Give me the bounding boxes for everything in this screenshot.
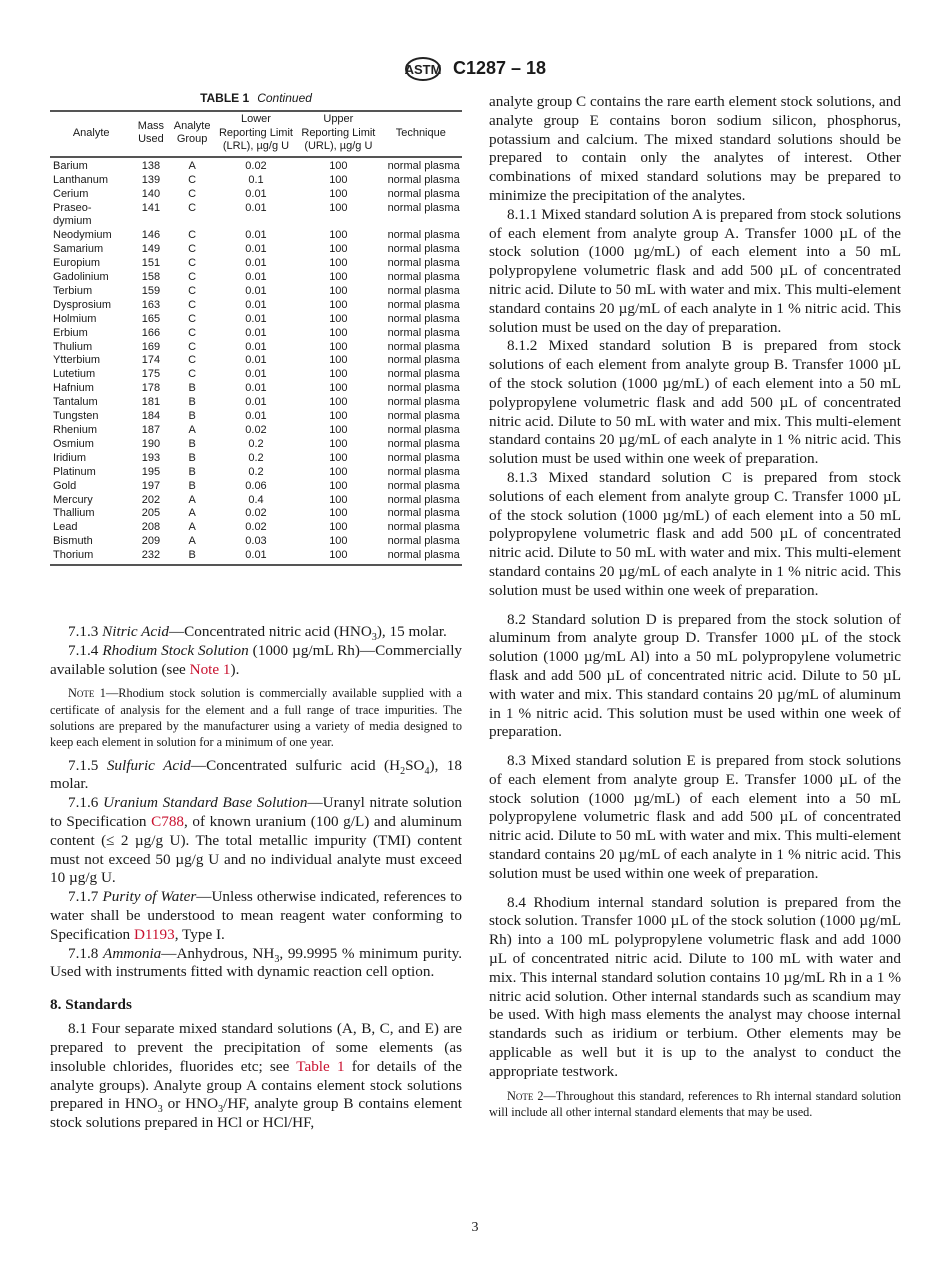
table-cell: 100 xyxy=(329,187,348,200)
table-cell: B xyxy=(188,479,196,492)
right-body-text xyxy=(489,93,901,1120)
table-cell: Gadolinium xyxy=(53,271,109,284)
table-cell: 100 xyxy=(329,451,348,464)
table-cell: 0.01 xyxy=(245,229,267,242)
text-run: 7.1.7 xyxy=(68,888,103,906)
table-cell: Lead xyxy=(53,521,78,534)
table-cell: normal plasma xyxy=(387,159,460,172)
text-run: —Unless otherwise indicated, references to water shall be understood to mean reagent water conforming to Specification xyxy=(50,888,463,943)
reference-link[interactable]: C788 xyxy=(151,813,185,831)
reference-link[interactable]: D1193 xyxy=(133,925,175,943)
section-heading xyxy=(50,996,462,1014)
subscript: 3 xyxy=(371,632,377,644)
table-cell: 100 xyxy=(329,354,348,367)
table-cell: Iridium xyxy=(53,451,87,464)
table-cell: 100 xyxy=(329,396,348,409)
table-cell: A xyxy=(188,159,196,172)
table-cell: Lutetium xyxy=(53,368,96,381)
table-cell: 0.01 xyxy=(245,271,267,284)
column-header: Mass Used xyxy=(132,111,169,157)
table-cell: normal plasma xyxy=(387,243,460,256)
table-cell: 141 xyxy=(141,201,161,214)
table-cell: 100 xyxy=(329,465,348,478)
text-run: —Uranyl nitrate solution to Specification xyxy=(50,794,462,831)
text-run: 8. Standards xyxy=(50,996,132,1014)
table-cell: 0.01 xyxy=(245,340,267,353)
table-cell: 0.4 xyxy=(248,493,264,506)
table-cell: 0.1 xyxy=(248,173,264,186)
italic-term: Sulfuric Acid xyxy=(106,756,191,774)
table-cell: normal plasma xyxy=(387,535,460,548)
note-label: Note xyxy=(68,686,95,701)
table-cell: 0.01 xyxy=(245,284,267,297)
table-cell: C xyxy=(188,271,197,284)
table-cell: 0.01 xyxy=(245,354,267,367)
table-row xyxy=(50,382,462,396)
text-run: /HF, analyte group B contains element stock solutions prepared in HCl or HCl/HF, xyxy=(50,1095,463,1132)
table-cell: 100 xyxy=(329,535,348,548)
table-cell: normal plasma xyxy=(387,326,460,339)
table-cell: 149 xyxy=(141,243,161,256)
table-cell: Dysprosium xyxy=(53,298,112,311)
paragraph xyxy=(489,337,901,469)
table-cell: 0.01 xyxy=(245,410,267,423)
table-cell: 100 xyxy=(297,549,379,565)
table-cell: normal plasma xyxy=(387,229,460,242)
table-cell: A xyxy=(188,424,196,436)
table-row xyxy=(50,285,462,299)
subscript: 3 xyxy=(157,1104,163,1116)
paragraph xyxy=(489,93,901,206)
table-cell: C xyxy=(188,243,197,256)
table-cell: 0.02 xyxy=(245,521,267,534)
table-title: TABLE 1 xyxy=(200,91,250,105)
text-run: 8.1.2 Mixed standard solution B is prepared from stock solutions of each element from analyte group B. Transfer 1000 µL of the stock solution (1000 µg/mL) of each element into a 50 mL polypropylene volumetric flask and add 500 µL of concentrated nitric acid. Dilute to 50 mL with water and mix. This multi-element standard contains 20 µg/mL of each analyte in 1 % nitric acid. This solution must be used within one week of preparation. xyxy=(489,337,901,468)
left-column xyxy=(50,91,462,1133)
table-cell: A xyxy=(188,535,196,548)
table-cell: B xyxy=(188,396,196,409)
table-row xyxy=(50,157,462,174)
table-cell: A xyxy=(188,493,196,506)
table-cell: Thorium xyxy=(50,549,132,565)
table-cell: Mercury xyxy=(53,493,93,506)
table-cell: Tantalum xyxy=(53,396,98,409)
left-body-text xyxy=(50,623,462,1133)
text-run: 7.1.4 xyxy=(68,641,103,659)
note-paragraph xyxy=(489,1088,901,1121)
table-cell: B xyxy=(188,465,196,478)
text-run: analyte group C contains the rare earth element stock solutions, and analyte group E contains boron sodium silicon, phosphorus, potassium and calcium. The mixed standard solutions should be prepared to contain only the analytes of interest. Other combinations of mixed standard solutions may be prepared to minimize the precipitation of the analytes. xyxy=(489,93,901,204)
table-cell: 100 xyxy=(329,410,348,423)
table-row xyxy=(50,452,462,466)
table-cell: B xyxy=(188,451,196,464)
designation: C1287 – 18 xyxy=(452,57,547,78)
table-cell: Holmium xyxy=(53,312,97,325)
table-cell: C xyxy=(188,368,197,381)
table-cell: normal plasma xyxy=(387,493,460,506)
column-header: Analyte Group xyxy=(169,111,214,157)
table-cell: 174 xyxy=(141,354,161,367)
text-run: or HNO xyxy=(162,1095,219,1113)
table-cell: normal plasma xyxy=(387,451,460,464)
table-header-row xyxy=(50,111,462,157)
table-cell: 159 xyxy=(141,284,161,297)
table-row xyxy=(50,243,462,257)
paragraph xyxy=(50,757,462,795)
paragraph xyxy=(489,894,901,1082)
table-cell: C xyxy=(188,187,197,200)
table-cell: 100 xyxy=(329,521,348,534)
table-cell: 100 xyxy=(329,493,348,506)
table-cell: 100 xyxy=(329,326,348,339)
table-cell: Hafnium xyxy=(53,382,94,395)
table-cell: 232 xyxy=(132,549,169,565)
table-cell: 139 xyxy=(141,173,161,186)
table-cell: 100 xyxy=(329,298,348,311)
table-cell: 178 xyxy=(141,382,161,395)
table-cell: normal plasma xyxy=(387,312,460,325)
table-row xyxy=(50,494,462,508)
italic-term: Purity of Water xyxy=(102,888,197,906)
table-cell: 138 xyxy=(141,159,161,172)
table-cell: normal plasma xyxy=(387,368,460,381)
table-cell: 0.01 xyxy=(245,187,267,200)
table-row xyxy=(50,341,462,355)
table-cell: normal plasma xyxy=(387,465,460,478)
paragraph xyxy=(489,469,901,601)
paragraph xyxy=(50,794,462,888)
table-cell: C xyxy=(188,257,197,270)
table-cell: normal plasma xyxy=(387,187,460,200)
subscript: 4 xyxy=(424,765,430,777)
table-cell: C xyxy=(188,354,197,367)
table-cell: Bismuth xyxy=(53,535,93,548)
table-row xyxy=(50,271,462,285)
table-cell: Tungsten xyxy=(53,410,99,423)
table-cell: 0.06 xyxy=(245,479,267,492)
table-cell: Thulium xyxy=(53,340,93,353)
table-cell: 169 xyxy=(141,340,161,353)
table-cell: 0.01 xyxy=(245,368,267,381)
table-cell: normal plasma xyxy=(387,382,460,395)
table-cell: B xyxy=(169,549,214,565)
table-cell: Osmium xyxy=(53,437,94,450)
note-paragraph xyxy=(50,685,462,750)
table-cell: 100 xyxy=(329,229,348,242)
table-row xyxy=(50,368,462,382)
text-run: 8.1.1 Mixed standard solution A is prepared from stock solutions of each element from analyte group A. Transfer 1000 µL of the stock solution (1000 µg/mL) of each element into a 50 mL polypropylene volumetric flask and add 500 µL of concentrated nitric acid. Dilute to 50 mL with water and mix. This multi-element standard contains 20 µg/mL of each analyte in 1 % nitric acid. This solution must be used on the day of preparation. xyxy=(489,205,901,336)
paragraph xyxy=(489,206,901,338)
table-cell: C xyxy=(188,312,197,325)
table-row xyxy=(50,549,462,565)
table-cell: Barium xyxy=(53,159,88,172)
text-run: 8.3 Mixed standard solution E is prepared from stock solutions of each element from analyte group E. Transfer 1000 µL of the stock solution (1000 µg/mL) of each element into a 50 mL polypropylene volumetric flask and add 500 µL of concentrated nitric acid. Dilute to 50 mL with water and mix. This multi-element standard contains 20 µg/mL of each analyte in 1 % nitric acid. This solution must be used within one week of preparation. xyxy=(489,752,901,882)
table-cell: 100 xyxy=(329,159,348,172)
italic-term: Nitric Acid xyxy=(102,623,169,641)
paragraph xyxy=(489,611,901,743)
table-cell: 146 xyxy=(141,229,161,242)
table-cell: 190 xyxy=(141,437,161,450)
text-run: SO xyxy=(405,756,425,774)
table-cell: A xyxy=(188,507,196,520)
table-cell: 166 xyxy=(141,326,161,339)
table-cell: Erbium xyxy=(53,326,88,339)
column-header: Technique xyxy=(380,111,462,157)
text-run: ). xyxy=(230,660,240,678)
table-cell: B xyxy=(188,410,196,423)
table-cell: normal plasma xyxy=(387,437,460,450)
table-cell: normal plasma xyxy=(387,173,460,186)
table-row xyxy=(50,354,462,368)
table-cell: 0.01 xyxy=(245,396,267,409)
table-cell: 165 xyxy=(141,312,161,325)
table-cell: 0.02 xyxy=(245,507,267,520)
table-row xyxy=(50,410,462,424)
table-cell: 0.01 xyxy=(245,312,267,325)
paragraph xyxy=(50,623,462,642)
column-header: Upper Reporting Limit (URL), µg/g U xyxy=(297,111,379,157)
page-number: 3 xyxy=(471,1220,479,1235)
column-header: Analyte xyxy=(50,111,132,157)
table-row xyxy=(50,188,462,202)
table-row xyxy=(50,507,462,521)
table-cell: normal plasma xyxy=(387,396,460,409)
table-cell: normal plasma xyxy=(387,340,460,353)
text-run: , 99.9995 % minimum purity. Used with instruments fitted with dynamic reaction cell option. xyxy=(50,944,462,981)
paragraph xyxy=(50,642,462,680)
table-cell: normal plasma xyxy=(387,424,460,436)
text-run: 7.1.5 xyxy=(68,756,107,774)
table-subtitle: Continued xyxy=(257,91,312,105)
table-cell: 0.01 xyxy=(245,257,267,270)
table-row xyxy=(50,313,462,327)
table-cell: 140 xyxy=(141,187,161,200)
table-cell: normal plasma xyxy=(387,354,460,367)
table-cell: 181 xyxy=(141,396,161,409)
table-row xyxy=(50,396,462,410)
table-cell: normal plasma xyxy=(387,507,460,520)
table-cell: 0.02 xyxy=(245,159,267,172)
table-row xyxy=(50,535,462,549)
table-cell: 0.01 xyxy=(245,298,267,311)
table-row xyxy=(50,327,462,341)
table-cell: 0.01 xyxy=(245,326,267,339)
table-cell: C xyxy=(188,229,197,242)
table-cell: normal plasma xyxy=(387,271,460,284)
table-row xyxy=(50,438,462,452)
table-cell: Praseo- dymium xyxy=(53,201,92,228)
table-cell: 175 xyxy=(141,368,161,381)
table-cell: 100 xyxy=(329,257,348,270)
table-cell: 0.2 xyxy=(248,451,264,464)
italic-term: Uranium Standard Base Solution xyxy=(103,794,308,812)
table-cell: 187 xyxy=(141,424,161,436)
table-cell: 100 xyxy=(329,437,348,450)
table-cell: Europium xyxy=(53,257,101,270)
table-cell: C xyxy=(188,326,197,339)
table-cell: 163 xyxy=(141,298,161,311)
italic-term: Rhodium Stock Solution xyxy=(102,641,249,659)
table-cell: normal plasma xyxy=(387,410,460,423)
table-cell: 151 xyxy=(141,257,161,270)
table-cell: 195 xyxy=(141,465,161,478)
table-row xyxy=(50,257,462,271)
table-cell: 100 xyxy=(329,424,348,436)
table-cell: normal plasma xyxy=(387,298,460,311)
table-cell: 197 xyxy=(141,479,161,492)
subscript: 2 xyxy=(400,765,406,777)
page-header xyxy=(0,56,950,82)
text-run: 7.1.3 xyxy=(68,623,103,641)
table-row xyxy=(50,174,462,188)
analyte-table xyxy=(50,110,462,566)
svg-text:ASTM: ASTM xyxy=(404,62,442,77)
text-run: , Type I. xyxy=(174,925,225,943)
text-run: , of known uranium (100 g/L) and aluminum content (≤ 2 µg/g U). The total metallic impurity (TMI) content must not exceed 50 µg/g U and no individual analyte must exceed 10 µg/g U. xyxy=(50,813,462,887)
text-run: 7.1.6 xyxy=(68,794,104,812)
table-cell: 100 xyxy=(329,201,348,214)
table-cell: 209 xyxy=(141,535,161,548)
text-run: ), 18 molar. xyxy=(50,756,462,793)
table-cell: 0.01 xyxy=(245,201,267,214)
right-column xyxy=(489,93,901,1126)
table-cell: 158 xyxy=(141,271,161,284)
table-row xyxy=(50,521,462,535)
text-run: ), 15 molar. xyxy=(376,623,447,641)
table-cell: 0.02 xyxy=(245,424,267,436)
text-run: 8.1.3 Mixed standard solution C is prepared from stock solutions of each element from analyte group C. Transfer 1000 µL of the stock solution (1000 µg/mL) of each element into a 50 mL polypropylene volumetric flask and add 500 µL of concentrated nitric acid. Dilute to 50 mL with water and mix. This multi-element standard contains 20 µg/mL of each analyte in 1 % nitric acid. This solution must be used within one week of preparation. xyxy=(489,468,901,599)
table-cell: Gold xyxy=(53,479,77,492)
table-cell: Samarium xyxy=(53,243,104,256)
text-run: —Concentrated nitric acid (HNO xyxy=(168,623,372,641)
table-cell: 100 xyxy=(329,173,348,186)
table-cell: 100 xyxy=(329,312,348,325)
table-cell: A xyxy=(188,521,196,534)
text-run: 8.2 Standard solution D is prepared from the stock solution of aluminum from analyte group D. Transfer 1000 µL of the stock solution (1000 µg/mL Al) into a 50 mL polypropylene volumetric flask and add 500 µL of concentrated nitric acid. Dilute to 50 µL with water and mix. This standard contains 20 µg/mL of aluminum in 1 % nitric acid. This solution must be used within one week of preparation. xyxy=(489,610,901,741)
table-cell: 0.2 xyxy=(248,437,264,450)
table-cell: C xyxy=(188,201,197,214)
table-cell: 193 xyxy=(141,451,161,464)
table-cell: 100 xyxy=(329,382,348,395)
astm-logo-icon xyxy=(404,56,442,82)
table-row xyxy=(50,466,462,480)
paragraph xyxy=(50,888,462,944)
table-row xyxy=(50,202,462,230)
text-run: —Anhydrous, NH xyxy=(161,944,275,962)
subscript: 3 xyxy=(274,953,280,965)
table-row xyxy=(50,229,462,243)
paragraph xyxy=(50,1020,462,1133)
table-cell: 100 xyxy=(329,271,348,284)
table-cell: 0.03 xyxy=(245,535,267,548)
table-cell: B xyxy=(188,382,196,395)
table-cell: 0.01 xyxy=(245,243,267,256)
table-cell: Lanthanum xyxy=(53,173,109,186)
italic-term: Ammonia xyxy=(103,944,162,962)
table-cell: Rhenium xyxy=(53,424,98,436)
text-run: 8.1 Four separate mixed standard solutions (A, B, C, and E) are prepared to prevent the precipitation of some elements (as insoluble chlorides, fluorides etc; see xyxy=(50,1020,462,1075)
table-cell: 208 xyxy=(141,521,161,534)
table-cell: C xyxy=(188,284,197,297)
text-run: 7.1.8 xyxy=(68,944,104,962)
table-cell: normal plasma xyxy=(380,549,462,565)
table-cell: 100 xyxy=(329,243,348,256)
column-header: Lower Reporting Limit (LRL), µg/g U xyxy=(215,111,297,157)
table-cell: 100 xyxy=(329,479,348,492)
text-run: 2—Throughout this standard, references to Rh internal standard solution will include all other internal standard elements that may be used. xyxy=(489,1088,901,1119)
table-cell: 100 xyxy=(329,368,348,381)
table-cell: 100 xyxy=(329,507,348,520)
table-cell: Terbium xyxy=(53,284,93,297)
table-row xyxy=(50,424,462,438)
table-cell: Ytterbium xyxy=(53,354,101,367)
table-cell: B xyxy=(188,437,196,450)
table-cell: Cerium xyxy=(53,187,89,200)
text-run: 8.4 Rhodium internal standard solution is prepared from the stock solution. Transfer 1000 µL of the stock solution (1000 µg/mL Rh) into a 100 mL polypropylene volumetric flask and add 1000 µL of concentrated nitric acid. Dilute to 100 mL with water and mix. This internal standard solution contains 10 µg/mL Rh in a 1 % nitric acid solution. Other internal standards such as scandium may be used. With high mass elements the analyst may choose internal standards such as iridium or terbium. Other elements may be applicable as well but it is up to the analyst to conduct the appropriate testwork. xyxy=(489,893,901,1080)
table-cell: normal plasma xyxy=(387,521,460,534)
table-cell: 0.2 xyxy=(248,465,264,478)
table-cell: 202 xyxy=(141,493,161,506)
table-cell: C xyxy=(188,298,197,311)
reference-link[interactable]: Table 1 xyxy=(296,1057,345,1075)
table-cell: Thallium xyxy=(53,507,95,520)
subscript: 3 xyxy=(218,1104,224,1116)
table-cell: 0.01 xyxy=(215,549,297,565)
table-cell: 100 xyxy=(329,340,348,353)
table-cell: 0.01 xyxy=(245,382,267,395)
table-caption xyxy=(50,91,462,105)
paragraph xyxy=(50,945,462,983)
table-row xyxy=(50,299,462,313)
note-label: Note xyxy=(507,1088,534,1103)
table-cell: 205 xyxy=(141,507,161,520)
table-cell: C xyxy=(188,340,197,353)
table-cell: C xyxy=(188,173,197,186)
table-cell: 100 xyxy=(329,284,348,297)
text-run: —Concentrated sulfuric acid (H xyxy=(190,756,401,774)
table-cell: normal plasma xyxy=(387,284,460,297)
text-run: for details of the analyte groups). Analyte group A contains element stock solutions prepared in HNO xyxy=(50,1057,462,1113)
table-cell: normal plasma xyxy=(387,257,460,270)
table-row xyxy=(50,480,462,494)
reference-link[interactable]: Note 1 xyxy=(189,660,231,678)
text-run: (1000 µg/mL Rh)—Commercially available solution (see xyxy=(50,641,463,678)
table-cell: normal plasma xyxy=(387,201,460,214)
table-cell: 184 xyxy=(141,410,161,423)
table-cell: Platinum xyxy=(53,465,96,478)
paragraph xyxy=(489,752,901,884)
table-cell: Neodymium xyxy=(53,229,112,242)
table-cell: normal plasma xyxy=(387,479,460,492)
text-run: 1—Rhodium stock solution is commercially available supplied with a certificate of analysis for the element and a full range of trace impurities. The solutions are prepared by the manufacturer using a variety of media designed to keep each element in solution for a minimum of one year. xyxy=(50,686,462,750)
